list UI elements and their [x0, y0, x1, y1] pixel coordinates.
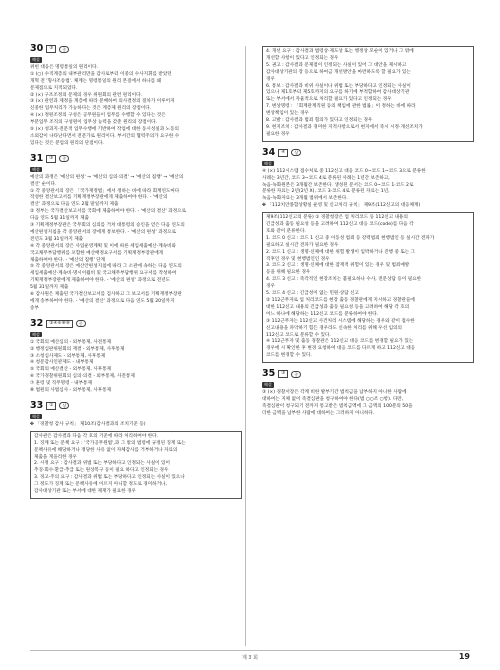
regulation-line: 코드를 변경할 수 있다.	[266, 353, 312, 359]
explanation-line: ② (×) 구조조정의 문제의 경우 위원회의 관련 원리이다.	[30, 92, 142, 98]
explanation-line: 예산편성지침을 각 중앙관서의 장에게 통보한다. - '예산의 편성' 과정으로	[30, 229, 177, 235]
regulation-line: 5. 코드 4 신고 : 긴급성이 없는 민원·상담 신고	[266, 291, 359, 297]
question-block	[30, 154, 242, 313]
regulation-line: 4. 개선 요구 : 감사결과 법령상·제도상 또는 행정상 모순이 있거나 그 밖에	[266, 49, 414, 54]
question-number: 30	[30, 43, 44, 54]
explanation-line: ⑥ 국가경찰위원회의 심의·의결 - 외부통제, 사전통제	[30, 374, 135, 380]
question-number: 32	[30, 317, 44, 329]
explanation-line: 즉결심판이 청구되기 전까지 통고받은 범칙금액에 그 금액의 100분의 50을	[262, 403, 413, 409]
regulation-line: ② 112근무자로 업 처리코드를 현장 출동 경찰관에게 지시하고 경찰관들에	[266, 298, 415, 303]
explanation-line: 국고채무부담행위를 포함한 예산배정요구서를 기획재정부장관에게	[30, 250, 164, 256]
regulation-line: ④ 112근무자 및 출동 경찰관은 112신고 대응 코드를 변경할 필요가 있는	[266, 339, 414, 345]
explanation-line: 전년도 3월 31일까지 제출	[30, 236, 84, 242]
explanation-line: ✤ 「112치안종합상황실 운영 및 신고처리 규칙」 제9조(112신고의 대응체계)	[262, 203, 421, 209]
explanation-line: 더한 금액을 납부한 사람에 대하여는 그러하지 아니하다.	[262, 410, 375, 416]
regulation-line: 3. 코드 2 신고 : 생명·신체에 대한 잠재적 위험이 있는 경우 및 범죄예방	[266, 263, 410, 269]
regulation-line: 1. 징계 또는 문책 요구 : '국가공무원법',과 그 밖의 법령에 규정된 징계 또는	[34, 440, 186, 446]
regulation-line: 그 정도가 징계 또는 문책사유에 이르지 아니할 정도로 경미하거나,	[34, 482, 167, 488]
question-block	[30, 401, 242, 499]
explanation-line: ① 각 중앙관서의 장은 「국가재정법」에서 정하는 바에 따라 회계연도마다	[30, 188, 180, 194]
regulation-line: 긴급성과 출동 필요성 등을 고려하여 112신고 대응 코드(code)를 다음 각	[266, 222, 414, 228]
regulation-line: 6. 통보 : 감사결과 비위 사실이나 위법 또는 부당하다고 인정되는 사실이	[266, 83, 411, 89]
explanation-line: 녹음·녹화원본은 3개월간 보존한다. 생성된 문서는 코드 0~코드 1·코드 2로	[262, 182, 414, 188]
reference-subtitle: ✤ 「경찰청 감사 규칙」 제10조(감사결과의 조치기준 등)	[30, 421, 146, 427]
regulation-line: 2. 코드 1 신고 : 생명·신체에 대한 위험 발생이 임박하거나 진행 중 또는 그	[266, 249, 416, 255]
explanation-line: ① 국회의 예산심의 - 외부통제, 사전통제	[30, 339, 112, 345]
question-number: 34	[262, 146, 276, 158]
continued-block	[262, 46, 474, 142]
regulation-line: 4. 코드 3 신고 : 즉각적인 현장조치는 불필요하나 수사, 전문상담 등이 필요한	[266, 277, 422, 283]
answer-box: ④	[278, 149, 288, 157]
question-block	[30, 319, 242, 395]
regulation-line: 9. 현지조치 : 감사결과 경미한 지적사항으로서 현지에서 즉시 시정·개선조치가	[266, 124, 423, 130]
explanation-line: 작성한 결산보고서를 기획재정부장관에게 제출하여야 한다. - '예산의	[30, 195, 168, 201]
regulation-line: 문책사유에 해당하거나 정당한 사유 없이 자체감사를 거부하거나 자료의	[34, 447, 178, 453]
explanation-line: ⑥ 감사원은 제출된 국가결산보고서를 검사하고 그 보고서를 기획재정부장관	[30, 292, 182, 298]
explanation-line: 개혁 전 '형사조송법'. 체계는 명령통일의 원리 본질에서 하나를 왜	[30, 78, 162, 84]
difficulty-badge: 중	[59, 46, 69, 53]
regulation-line: 변상책임이 있는 경우	[266, 111, 309, 117]
question-number: 35	[262, 368, 276, 380]
explanation-line: ④ (×) 정원조정의 구성은 공무원들이 업무를 수행할 수 있다는 것은	[30, 113, 166, 119]
explanation-line: 제출하여야 한다. - '예산의 집행' 단계	[30, 257, 106, 263]
regulation-line: 호와 같이 분류한다.	[266, 228, 306, 234]
regulation-line: 2. 시정 요구 : 감사결과 위법 또는 부당하다고 인정되는 사실이 있어	[34, 461, 170, 467]
answer-box: ①	[46, 402, 56, 410]
regulation-line: 감사대상기관 또는 부서에 대한 제재가 필요한 경우	[34, 489, 136, 495]
explanation-line: 문제점으로 지적되었다.	[30, 85, 78, 91]
explanation-line: ③ (×) 관련과 제정을 계층에 따라 분배하여 의사결정의 절차가 이루어져	[30, 99, 175, 105]
regulation-line: 제출을 게을리한 경우	[34, 454, 77, 460]
column-divider	[245, 46, 246, 646]
exam-round-label: 제 3 회	[241, 655, 259, 661]
explanation-line: ④ 각 중앙관서의 장은 사업운영계획 및 이에 따른 세입세출예산·계속비와	[30, 243, 176, 249]
explanation-line: 결산' 과정으로 다음 연도 2월 말일까지 제출	[30, 202, 119, 208]
right-column	[262, 44, 474, 424]
question-header	[30, 44, 242, 54]
explanation-line: ③ 소청심사제도 - 외부통제, 사후통제	[30, 353, 106, 359]
question-block	[262, 148, 474, 363]
explanation-line: ② 정부는 국가결산보고서를 국회에 제출하여야 한다. - '예산의 결산' 과정으로	[30, 209, 187, 215]
explanation-line: 소외감이 나타난다면서 전문가로 원리이다. 부서간의 협력주의가 요구한 수	[30, 133, 180, 139]
left-column	[30, 44, 242, 505]
explanation-line: ⑧ 법원의 사법심사 - 외부통제, 사후통제	[30, 388, 112, 394]
regulation-line: 직후인 경우 및 현행범인인 경우	[266, 256, 330, 262]
question-block	[262, 369, 474, 418]
regulation-line: 추징·회수·환급·추급 또는 원상복구 등이 필요 하다고 인정되는 경우	[34, 468, 169, 474]
explanation-line: 있다는 것은 분업의 원리의 단점이다.	[30, 140, 104, 146]
difficulty-badge: 중	[291, 371, 301, 378]
regulation-line: 대한 112신고 내용의 긴급성과 출동 필요성 등을 고려하여 해당 각 호의	[266, 304, 410, 310]
question-header	[262, 369, 474, 379]
regulation-line: 감사대상기관의 장 등으로 하여금 개선방안을 마련하도록 할 필요가 있는	[266, 69, 411, 75]
regulation-line: 필요한 경우	[266, 131, 290, 137]
page-footer	[30, 650, 470, 663]
regulation-line: 어느 하나에 해당하는 112신고 코드를 분류하여야 한다.	[266, 311, 379, 317]
regulation-line: 필요하고 실시간 전파가 필요한 경우	[266, 242, 339, 248]
answer-box: ③	[46, 45, 56, 53]
regulation-line: 신고내용을 파악하기 힘든 경우라도 신속한 처리를 위해 우선 임의의	[266, 325, 402, 331]
question-header	[30, 401, 242, 411]
explanation-line: 결산' 순이다.	[30, 181, 57, 187]
regulation-line: 3. 경고·주의 요구 : 감사결과 위법 또는 부당하다고 인정되는 사실이 있으나	[34, 475, 185, 481]
question-header	[262, 148, 474, 158]
question-block	[30, 44, 242, 148]
explanation-label: 해설	[264, 382, 272, 388]
explanation-line: ⑤ 각 중앙관서의 장은 예산안편성지침에 따라 그 소관에 속하는 다음 연도의	[30, 264, 182, 270]
explanation-line: 사례는 3년간, 코드 3~코드 4로 분류된 사례는 1년간 보존하고,	[262, 175, 390, 181]
question-number: 31	[30, 152, 44, 164]
regulation-line: 감사관은 감사결과 다음 각 호의 기준에 따라 처리하여야 한다.	[34, 433, 159, 439]
explanation-line: 위헌 대응은 명령통일의 원리이다.	[30, 64, 98, 70]
answer-box: ③	[278, 370, 288, 378]
explanation-line: ⑤ (×) 성과지·전문적 업무수행에 기반하여 작업에 대한 동시성실과 노동의	[30, 127, 179, 133]
explanation-line: 대하여는 지체 없이 즉결심판을 청구하여야 한다(법 ○○조 ○항). 다만,	[262, 396, 404, 402]
regulation-box-continued	[262, 46, 474, 142]
explanation-line: ④ 청문감사인관제도 - 내부통제	[30, 360, 94, 366]
explanation-line: 송부	[30, 305, 39, 311]
explanation-label: 해설	[32, 413, 40, 419]
explanation-line: ⑦ 훈령 및 직무명령 - 내부통제	[30, 381, 92, 387]
regulation-line: 있으나 제1호부터 제5호까지의 요구를 하기에 부적합하여 감사대상기관	[266, 90, 410, 96]
explanation-line: 기획재정부장관에게 제출하여야 한다. - '예산의 편성' 과정으로 전년도	[30, 278, 171, 284]
explanation-line: ③ 기획재정부장관은 국무회의 심의를 거쳐 대통령의 승인을 얻은 다음 연도의	[30, 223, 185, 229]
explanation-line: 다음 연도 5월 31일까지 제출	[30, 216, 89, 222]
question-header	[30, 319, 242, 329]
regulation-line: 경우에 시 확인한 후 변경 요청하여 대응 코드를 다르게 하고 112신고 대응	[266, 346, 416, 352]
explanation-label: 해설	[32, 331, 40, 337]
question-header	[30, 154, 242, 164]
page-number: 19	[458, 652, 470, 661]
regulation-line: 경우	[266, 76, 275, 82]
explanation-line: ② 행정심판위원회의 재결 - 외부통제, 사후통제	[30, 346, 125, 352]
regulation-line: 제9조(112신고의 분류) ① 경찰청장은 업 처리코드 등 112신고 내용의	[266, 215, 408, 221]
explanation-line: 신중한 업무처리가 가능하다는 것은 계층제 원리의 장점이다.	[30, 106, 152, 112]
answer-box: ③	[46, 155, 56, 163]
explanation-line: ③ (×) 경찰서장은 각계 비한 발부기간 법칙금을 납부하지 아니한 사람에	[262, 390, 407, 396]
regulation-line: 경우	[266, 284, 275, 290]
explanation-line: ④ (×) 112시스템 접수처로 중 112신고 대응 코드 0~코드 1~코드 3으로 분류한	[262, 168, 426, 174]
explanation-label: 해설	[264, 160, 272, 166]
regulation-box	[30, 431, 242, 499]
difficulty-badge: 상	[291, 149, 301, 156]
regulation-box	[262, 212, 474, 363]
regulation-line: 또는 부서에서 자율적으로 처리할 필요가 있다고 인정되는 경우	[266, 97, 392, 103]
difficulty-badge: 상	[59, 402, 69, 409]
explanation-line: 분류한 자료는 2년(2년 X), 코드 3·코드 4로 분류된 자료는 1년,	[262, 189, 390, 195]
regulation-line: 7. 변상명령 : 「회계관계직원 등의 책임에 관한 법률」이 정하는 바에 따라	[266, 104, 416, 110]
explanation-line: 부분업무 조직의 구성원이 업무상 능력을 갖춘 원리의 장점이다.	[30, 120, 158, 126]
explanation-label: 해설	[32, 57, 40, 62]
explanation-line: 에게 송부하여야 한다. - '예산의 결산' 과정으로 다음 연도 5월 20일까지	[30, 299, 175, 304]
regulation-line: 8. 고발 : 감사결과 범죄 혐의가 있다고 인정되는 경우	[266, 118, 373, 124]
answer-box: ②④⑥⑧⑨	[46, 320, 73, 328]
regulation-line: 5. 권고 : 감사결과 문제점이 인정되는 사실이 있어 그 대안을 제시하고	[266, 62, 407, 68]
explanation-line: 예산의 과정은 '예산의 편성' → '예산의 심의·의결' → '예산의 집행' → '예산의	[30, 174, 184, 180]
difficulty-badge: 중	[59, 155, 69, 162]
regulation-line: 1. 코드 0 신고 : 코드 1 신고 중 이동성 범죄 등 강력범죄 현행범인 등 실시간 전파가	[266, 235, 435, 241]
regulation-line: 개선할 사항이 있다고 인정되는 경우	[266, 55, 339, 61]
explanation-line: ① (○) 수직계층의 내부관리만을 감사로부터 이중의 수사지휘를 받았던	[30, 71, 172, 77]
regulation-line: 112신고 코드로 분류할 수 있다.	[266, 332, 331, 338]
regulation-line: ③ 112근무자는 112신고 사건처리 시스템에 해당하는 경우와 같이 접수한	[266, 318, 415, 324]
explanation-label: 해설	[32, 166, 40, 172]
question-number: 33	[30, 399, 44, 411]
explanation-line: 5월 31일까지 제출	[30, 285, 69, 291]
explanation-line: 녹음·녹화자료는 3개월 범위에서 보존한다.	[262, 196, 348, 202]
difficulty-badge: 중	[76, 320, 86, 327]
regulation-line: 등을 위해 필요한 경우	[266, 270, 311, 276]
explanation-line: ⑤ 국회의 예산결산 - 외부통제, 사후통제	[30, 367, 112, 373]
explanation-line: 세입세출예산·계속비·명시이월비 및 국고채무부담행위 요구서를 작성하여	[30, 271, 177, 277]
